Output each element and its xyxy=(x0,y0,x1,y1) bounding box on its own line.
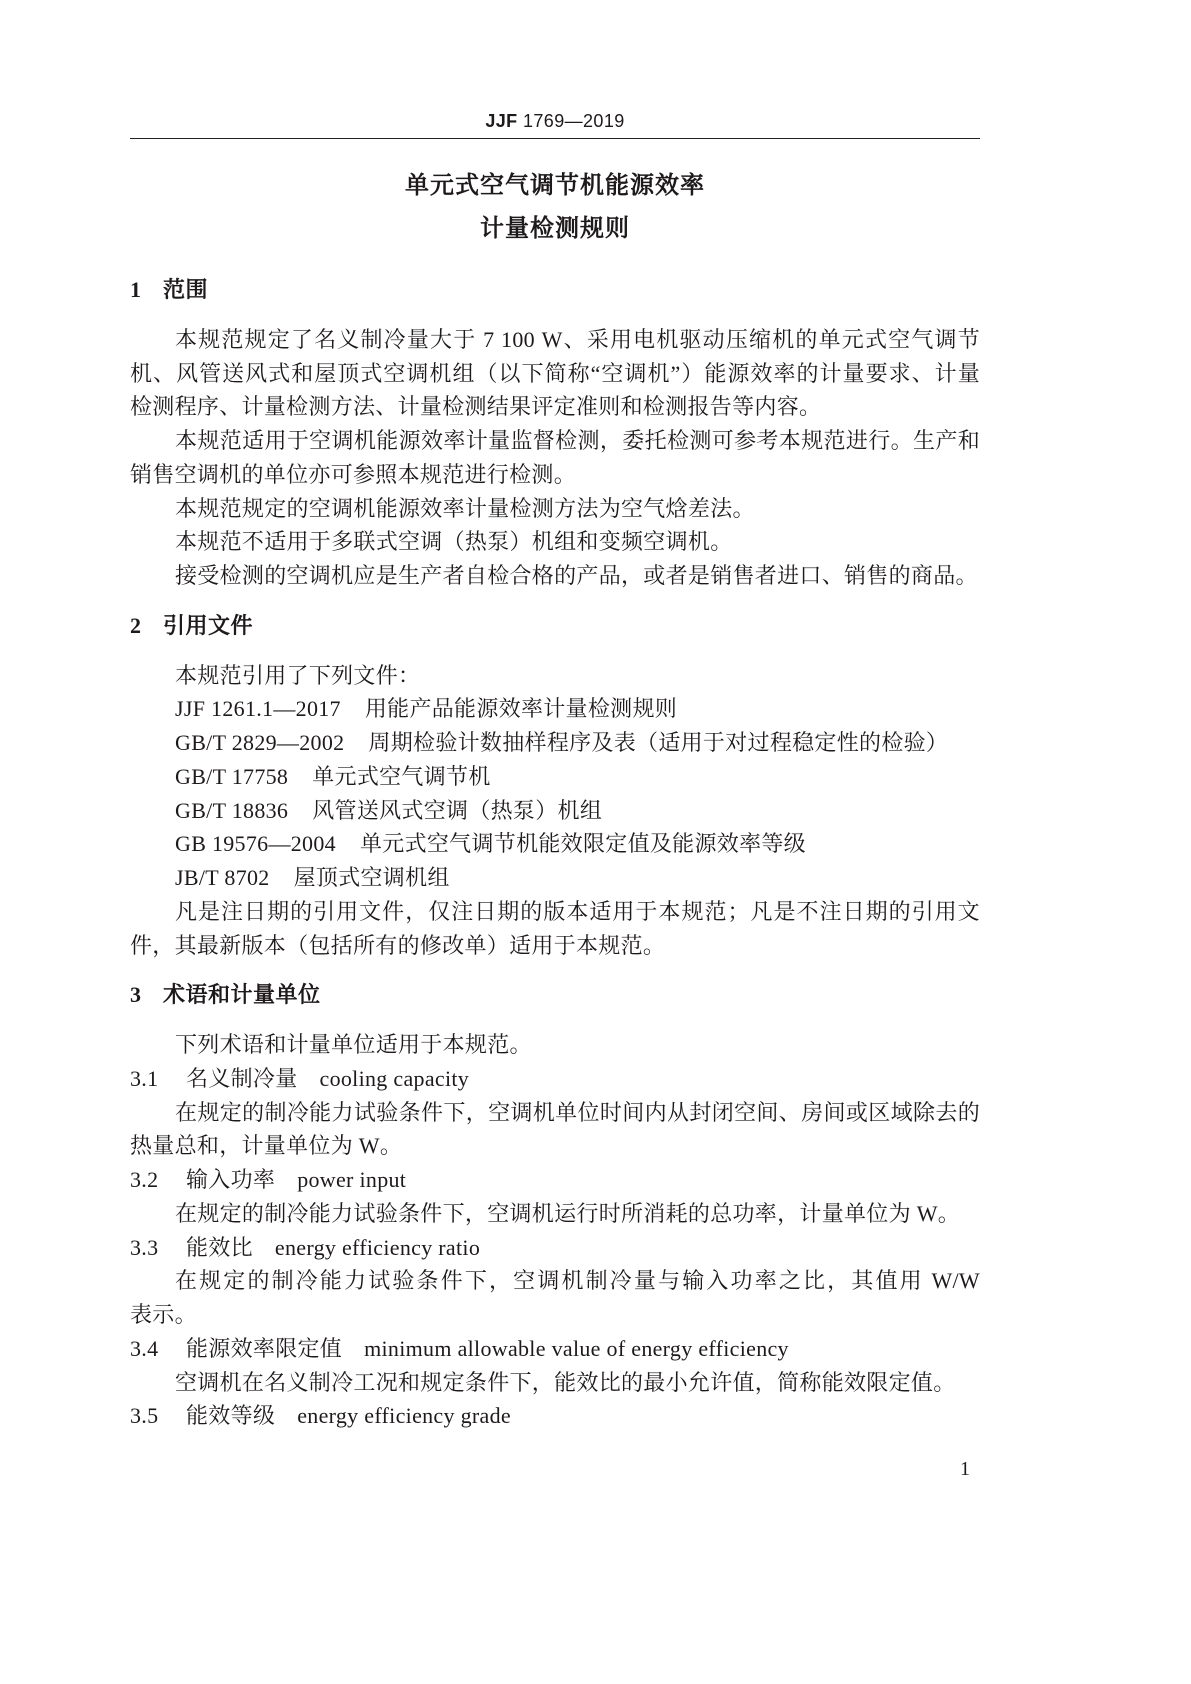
term-english: cooling capacity xyxy=(319,1065,470,1091)
reference-title: 周期检验计数抽样程序及表（适用于对过程稳定性的检验） xyxy=(368,730,949,755)
term-heading xyxy=(130,1332,980,1366)
paragraph-line: 本规范规定了名义制冷量大于 7 100 W、采用电机驱动压缩机的单元式空气调节 xyxy=(175,326,980,352)
reference-item xyxy=(130,760,980,794)
reference-code: GB/T 18836 xyxy=(175,797,289,823)
section-heading-1 xyxy=(130,273,980,307)
page-number: 1 xyxy=(960,1458,970,1480)
reference-title: 单元式空气调节机能效限定值及能源效率等级 xyxy=(359,831,806,857)
paragraph-line: 本规范适用于空调机能源效率计量监督检测，委托检测可参考本规范进行。生产和 xyxy=(175,428,980,453)
section-title: 术语和计量单位 xyxy=(163,983,321,1009)
paragraph-line: 机、风管送风式和屋顶式空调机组（以下简称“空调机”）能源效率的计量要求、计量 xyxy=(130,360,980,386)
reference-code: JJF 1261.1—2017 xyxy=(175,696,341,722)
reference-code: GB/T 17758 xyxy=(175,763,289,789)
section-heading-3 xyxy=(130,978,980,1012)
term-chinese: 名义制冷量 xyxy=(186,1065,298,1091)
term-english: power input xyxy=(297,1167,407,1192)
paragraph-line: 本规范不适用于多联式空调（热泵）机组和变频空调机。 xyxy=(175,529,733,555)
reference-code: GB 19576—2004 xyxy=(175,831,336,857)
section-title: 范围 xyxy=(163,278,209,303)
section-heading-2 xyxy=(130,609,980,643)
term-number: 3.5 xyxy=(130,1403,159,1429)
term-heading xyxy=(130,1163,980,1197)
terms-intro: 下列术语和计量单位适用于本规范。 xyxy=(175,1032,532,1057)
term-number: 3.4 xyxy=(130,1335,159,1361)
term-chinese: 能效比 xyxy=(186,1234,253,1260)
header-standard-number: 1769—2019 xyxy=(522,111,625,131)
paragraph-line: 件，其最新版本（包括所有的修改单）适用于本规范。 xyxy=(130,932,666,958)
term-chinese: 能源效率限定值 xyxy=(186,1335,343,1361)
reference-item xyxy=(130,726,980,760)
title-line-1: 单元式空气调节机能源效率 xyxy=(405,171,705,199)
term-heading xyxy=(130,1062,980,1096)
section-title: 引用文件 xyxy=(163,613,254,639)
paragraph-line: 销售空调机的单位亦可参照本规范进行检测。 xyxy=(130,461,577,487)
section-number: 3 xyxy=(130,982,142,1008)
running-header xyxy=(130,109,980,133)
reference-title: 用能产品能源效率计量检测规则 xyxy=(364,696,678,722)
paragraph-line: 接受检测的空调机应是生产者自检合格的产品，或者是销售者进口、销售的商品。 xyxy=(175,563,978,588)
term-number: 3.1 xyxy=(130,1065,159,1091)
section-number: 2 xyxy=(130,612,142,638)
paragraph-line: 凡是注日期的引用文件，仅注日期的版本适用于本规范；凡是不注日期的引用文 xyxy=(175,898,980,924)
header-prefix: JJF xyxy=(485,111,518,131)
term-english: minimum allowable value of energy efficiency xyxy=(364,1335,789,1361)
term-definition-line: 在规定的制冷能力试验条件下，空调机制冷量与输入功率之比，其值用 W/W xyxy=(175,1268,980,1294)
term-definition-line: 空调机在名义制冷工况和规定条件下，能效比的最小允许值，简称能效限定值。 xyxy=(175,1369,956,1395)
paragraph-line: 检测程序、计量检测方法、计量检测结果评定准则和检测报告等内容。 xyxy=(130,394,822,420)
reference-code: JB/T 8702 xyxy=(175,865,270,890)
references-intro: 本规范引用了下列文件： xyxy=(175,662,421,688)
section-number: 1 xyxy=(130,277,142,302)
reference-code: GB/T 2829—2002 xyxy=(175,730,345,755)
title-line-2: 计量检测规则 xyxy=(480,214,630,242)
header-rule xyxy=(130,138,980,139)
reference-item xyxy=(130,794,980,828)
term-number: 3.3 xyxy=(130,1234,159,1260)
term-chinese: 输入功率 xyxy=(186,1167,276,1192)
reference-title: 风管送风式空调（热泵）机组 xyxy=(312,797,603,823)
reference-item xyxy=(130,692,980,726)
paragraph-line: 本规范规定的空调机能源效率计量检测方法为空气焓差法。 xyxy=(175,495,755,521)
term-chinese: 能效等级 xyxy=(186,1403,276,1429)
term-definition-line: 在规定的制冷能力试验条件下，空调机运行时所消耗的总功率，计量单位为 W。 xyxy=(175,1200,961,1226)
term-definition-line: 表示。 xyxy=(130,1302,197,1327)
reference-title: 屋顶式空调机组 xyxy=(293,865,450,890)
reference-item xyxy=(130,827,980,861)
document-body xyxy=(130,257,980,1433)
term-definition-line: 在规定的制冷能力试验条件下，空调机单位时间内从封闭空间、房间或区域除去的 xyxy=(175,1099,980,1125)
term-heading xyxy=(130,1399,980,1433)
document-title xyxy=(130,164,980,250)
term-definition-line: 热量总和，计量单位为 W。 xyxy=(130,1133,403,1159)
term-english: energy efficiency grade xyxy=(297,1403,511,1429)
term-number: 3.2 xyxy=(130,1167,159,1192)
term-heading xyxy=(130,1231,980,1265)
reference-item xyxy=(130,861,980,895)
term-english: energy efficiency ratio xyxy=(274,1234,481,1260)
reference-title: 单元式空气调节机 xyxy=(312,763,491,789)
